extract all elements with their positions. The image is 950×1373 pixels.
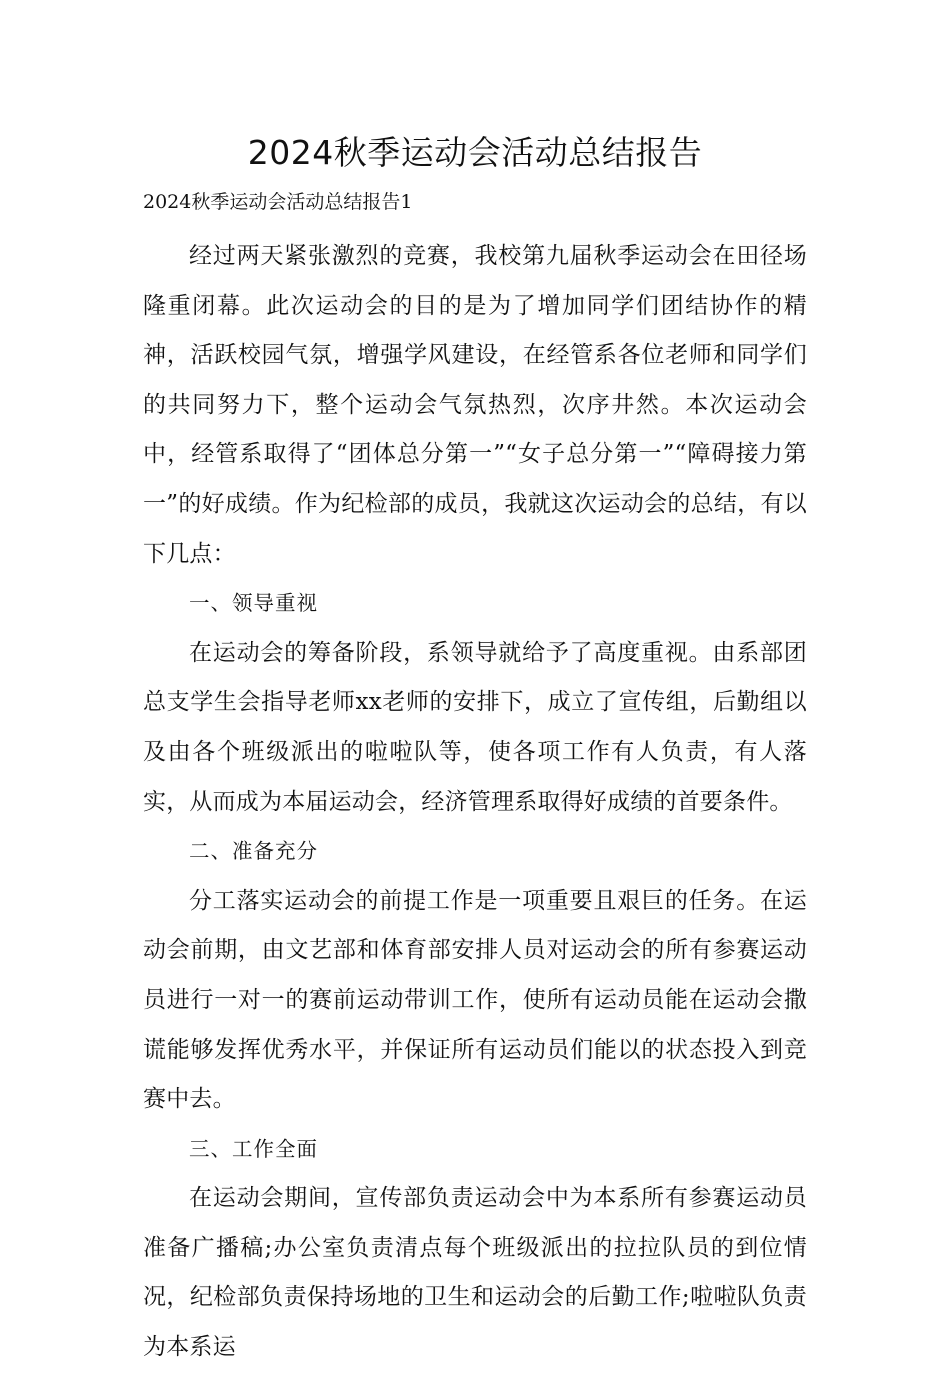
section-heading-leadership: 一、领导重视 bbox=[189, 591, 318, 616]
intro-paragraph: 经过两天紧张激烈的竞赛，我校第九届秋季运动会在田径场隆重闭幕。此次运动会的目的是为了增加同学们团结协作的精神，活跃校园气氛，增强学风建设，在经管系各位老师和同学们的共同努力下，整个运动会气氛热烈，次序井然。本次运动会中，经管系取得了“团体总分第一”“女子总分第一”“障碍接力第一”的好成绩。作为纪检部的成员，我就这次运动会的总结，有以下几点： bbox=[143, 243, 807, 567]
section-body-leadership: 在运动会的筹备阶段，系领导就给予了高度重视。由系部团总支学生会指导老师xx老师的安排下，成立了宣传组，后勤组以及由各个班级派出的啦啦队等，使各项工作有人负责，有人落实，从而成为本届运动会，经济管理系取得好成绩的首要条件。 bbox=[143, 639, 807, 815]
document-subtitle: 2024秋季运动会活动总结报告1 bbox=[143, 191, 413, 213]
section-body-work: 在运动会期间，宣传部负责运动会中为本系所有参赛运动员准备广播稿;办公室负责清点每个班级派出的拉拉队员的到位情况，纪检部负责保持场地的卫生和运动会的后勤工作;啦啦队负责为本系运 bbox=[143, 1185, 807, 1361]
document-title: 2024秋季运动会活动总结报告 bbox=[247, 133, 703, 172]
section-heading-preparation: 二、准备充分 bbox=[189, 839, 318, 864]
section-heading-work: 三、工作全面 bbox=[189, 1136, 318, 1161]
section-body-preparation: 分工落实运动会的前提工作是一项重要且艰巨的任务。在运动会前期，由文艺部和体育部安排人员对运动会的所有参赛运动员进行一对一的赛前运动带训工作，使所有运动员能在运动会撒谎能够发挥优秀水平，并保证所有运动员们能以的状态投入到竞赛中去。 bbox=[143, 887, 807, 1113]
